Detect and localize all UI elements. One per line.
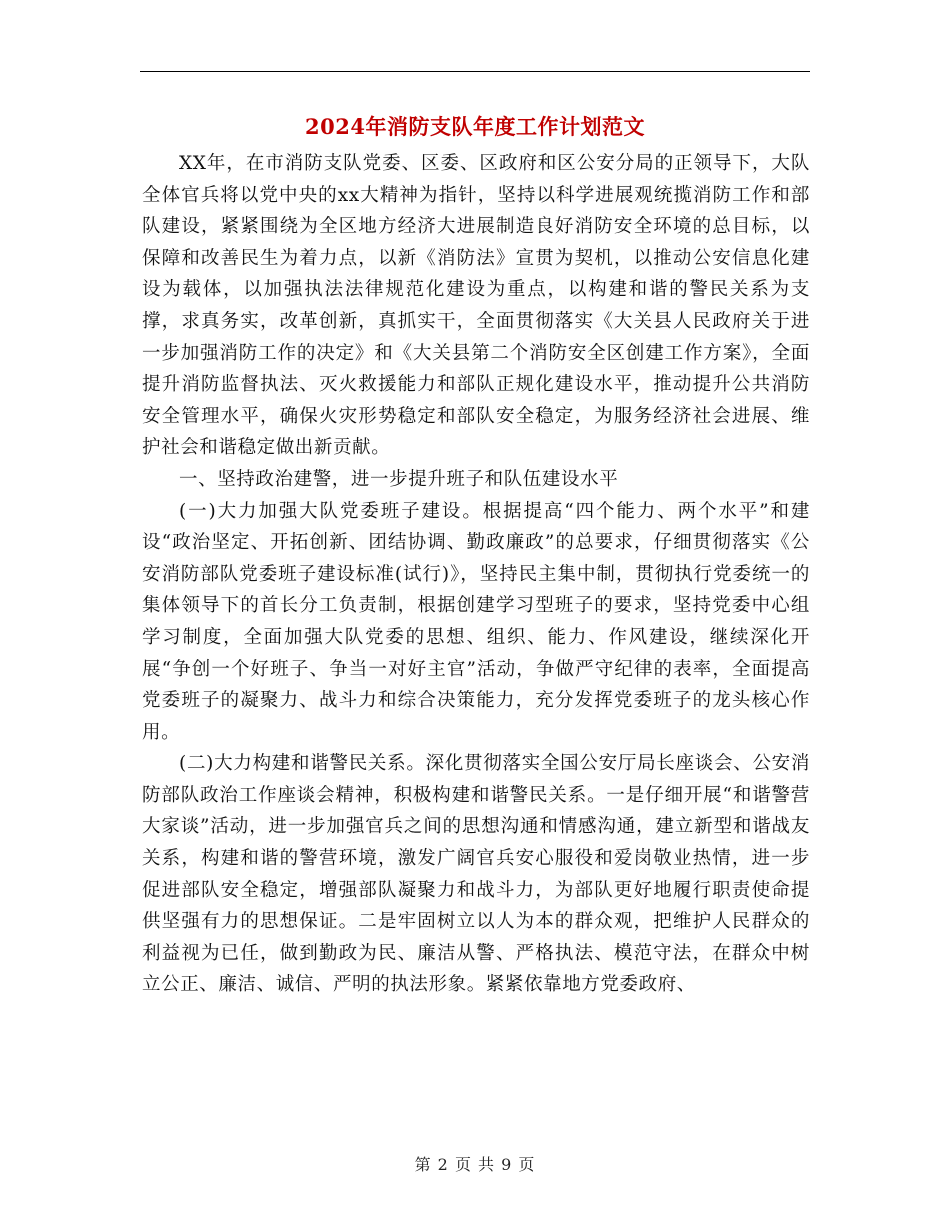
header-rule [140,71,810,72]
section-heading-1: 一、坚持政治建警，进一步提升班子和队伍建设水平 [179,468,619,490]
document-title: 2024年消防支队年度工作计划范文 [305,114,645,139]
page-footer: 第 2 页 共 9 页 [414,1155,536,1174]
paragraph-section-1-1: (一)大力加强大队党委班子建设。根据提高“四个能力、两个水平”和建设“政治坚定、开拓创新、团结协调、勤政廉政”的总要求，仔细贯彻落实《公安消防部队党委班子建设标准(试行)》，坚持民主集中制，贯彻执行党委统一的集体领导下的首长分工负责制，根据创建学习型班子的要求，坚持党委中心组学习制度，全面加强大队党委的思想、组织、能力、作风建设，继续深化开展“争创一个好班子、争当一对好主官”活动，争做严守纪律的表率，全面提高党委班子的凝聚力、战斗力和综合决策能力，充分发挥党委班子的龙头核心作用。 [142,500,810,743]
paragraph-intro: XX年，在市消防支队党委、区委、区政府和区公安分局的正领导下，大队全体官兵将以党中央的xx大精神为指针，坚持以科学进展观统揽消防工作和部队建设，紧紧围绕为全区地方经济大进展制造良好消防安全环境的总目标，以保障和改善民生为着力点，以新《消防法》宣贯为契机，以推动公安信息化建设为载体，以加强执法法律规范化建设为重点，以构建和谐的警民关系为支撑，求真务实，改革创新，真抓实干，全面贯彻落实《大关县人民政府关于进一步加强消防工作的决定》和《大关县第二个消防安全区创建工作方案》，全面提升消防监督执法、灭火救援能力和部队正规化建设水平，推动提升公共消防安全管理水平，确保火灾形势稳定和部队安全稳定，为服务经济社会进展、维护社会和谐稳定做出新贡献。 [142,153,810,459]
paragraph-section-1-2: (二)大力构建和谐警民关系。深化贯彻落实全国公安厅局长座谈会、公安消防部队政治工作座谈会精神，积极构建和谐警民关系。一是仔细开展“和谐警营大家谈”活动，进一步加强官兵之间的思想沟通和情感沟通，建立新型和谐战友关系，构建和谐的警营环境，激发广阔官兵安心服役和爱岗敬业热情，进一步促进部队安全稳定，增强部队凝聚力和战斗力，为部队更好地履行职责使命提供坚强有力的思想保证。二是牢固树立以人为本的群众观，把维护人民群众的利益视为已任，做到勤政为民、廉洁从警、严格执法、模范守法，在群众中树立公正、廉洁、诚信、严明的执法形象。紧紧依靠地方党委政府、 [142,753,810,996]
document-body [142,148,810,1001]
